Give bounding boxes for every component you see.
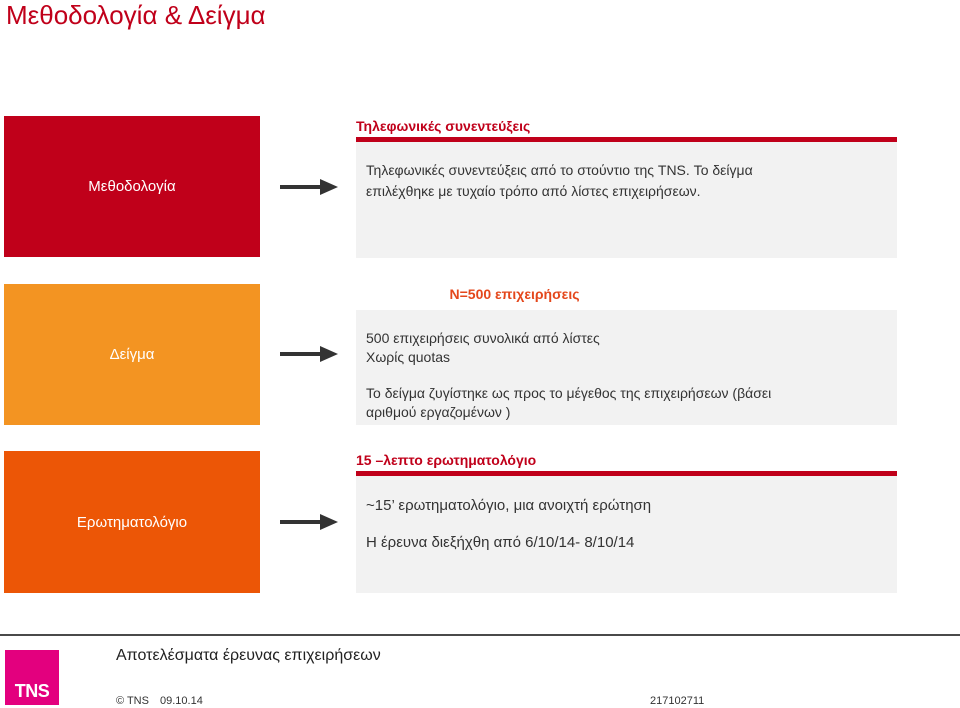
- tns-logo-text: TNS: [14, 681, 50, 701]
- footer-copyright: © TNS: [116, 695, 149, 707]
- methodology-title: Τηλεφωνικές συνεντεύξεις: [356, 118, 531, 134]
- sample-label-box: [4, 284, 260, 425]
- page-title: Μεθοδολογία & Δείγμα: [6, 0, 266, 30]
- questionnaire-label-box: [4, 451, 260, 593]
- sample-title: N=500 επιχειρήσεις: [449, 286, 580, 302]
- methodology-line: επιλέχθηκε με τυχαίο τρόπο από λίστες επιχειρήσεων.: [366, 183, 701, 199]
- questionnaire-title: 15 –λεπτο ερωτηματολόγιο: [356, 452, 537, 468]
- sample-line: Χωρίς quotas: [366, 349, 451, 365]
- footer-code: 217102711: [650, 695, 705, 707]
- methodology-content: [356, 142, 897, 258]
- sample-label: Δείγμα: [109, 346, 155, 363]
- methodology-line: Τηλεφωνικές συνεντεύξεις από το στούντιο της TNS. Το δείγμα: [366, 162, 753, 178]
- sample-line: 500 επιχειρήσεις συνολικά από λίστες: [366, 330, 600, 346]
- sample-line: αριθμού εργαζομένων ): [366, 404, 511, 420]
- footer-date: 09.10.14: [160, 695, 203, 707]
- sample-line: Το δείγμα ζυγίστηκε ως προς το μέγεθος της επιχειρήσεων (βάσει: [366, 385, 772, 401]
- arrow-right-icon: [280, 345, 338, 363]
- questionnaire-content: [356, 476, 897, 593]
- questionnaire-line: ~15’ ερωτηματολόγιο, μια ανοιχτή ερώτηση: [366, 497, 652, 514]
- methodology-label-box: [4, 116, 260, 257]
- sample-content: [356, 310, 897, 425]
- footer-title: Αποτελέσματα έρευνας επιχειρήσεων: [116, 647, 381, 664]
- arrow-right-icon: [280, 178, 338, 196]
- methodology-label: Μεθοδολογία: [88, 178, 176, 195]
- questionnaire-line: Η έρευνα διεξήχθη από 6/10/14- 8/10/14: [366, 534, 635, 551]
- questionnaire-label: Ερωτηματολόγιο: [76, 513, 188, 531]
- tns-logo: [5, 650, 59, 705]
- footer-divider: [0, 634, 960, 636]
- arrow-right-icon: [280, 513, 338, 531]
